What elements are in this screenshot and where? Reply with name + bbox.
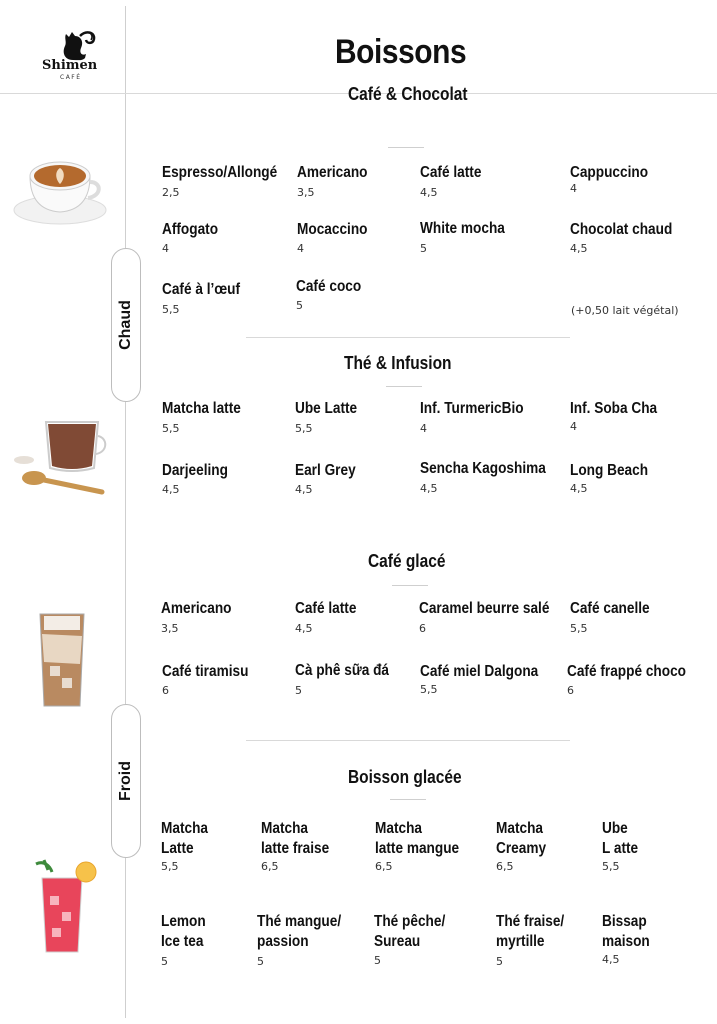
menu-item-name: Americano (297, 164, 368, 181)
menu-item-name: Inf. TurmericBio (420, 400, 524, 417)
menu-item-name: Ube Latte (295, 400, 358, 417)
menu-item-name-line1: Matcha (496, 820, 543, 837)
menu-item-name-line1: Lemon (161, 913, 206, 930)
menu-item-price: 5 (295, 684, 302, 697)
menu-item-price: 5,5 (602, 860, 620, 873)
menu-item-price: 3,5 (161, 622, 179, 635)
tab-chaud-label: Chaud (117, 300, 134, 350)
menu-item-name-line2: latte fraise (261, 840, 330, 857)
sidebar-divider (125, 6, 126, 1018)
menu-item-name-line2: Ice tea (161, 933, 204, 950)
menu-item-price: 4,5 (570, 482, 588, 495)
section-title-cafe-chocolat: Café & Chocolat (348, 84, 468, 104)
menu-item-name-line1: Matcha (161, 820, 208, 837)
menu-item-price: 6,5 (375, 860, 393, 873)
menu-item-price: 4,5 (295, 483, 313, 496)
tab-froid (111, 704, 141, 858)
menu-item-price: 6,5 (261, 860, 279, 873)
menu-item-name-line2: L atte (602, 840, 639, 857)
menu-item-price: 5 (257, 955, 264, 968)
menu-item-name: Affogato (162, 221, 219, 238)
cat-logo-icon (40, 26, 106, 62)
menu-item-price: 4 (570, 420, 577, 433)
menu-item-name: Espresso/Allongé (162, 164, 278, 181)
menu-item-name-line2: maison (602, 933, 650, 950)
section-divider (386, 386, 422, 387)
menu-item-name: Café latte (295, 600, 357, 617)
menu-item-name: Cà phê sữa đá (295, 662, 390, 679)
menu-item-price: 5,5 (162, 422, 180, 435)
menu-item-price: 6,5 (496, 860, 514, 873)
section-divider (390, 799, 426, 800)
menu-item-price: 5,5 (295, 422, 313, 435)
menu-item-name: Sencha Kagoshima (420, 460, 546, 477)
page-title: Boissons (335, 33, 467, 71)
menu-item-name: Long Beach (570, 462, 649, 479)
menu-item-name-line1: Matcha (375, 820, 422, 837)
menu-item-price: 4,5 (295, 622, 313, 635)
menu-item-price: 4 (162, 242, 169, 255)
menu-item-name: Darjeeling (162, 462, 228, 479)
menu-item-price: 6 (419, 622, 426, 635)
menu-item-name: Café canelle (570, 600, 650, 617)
menu-item-name: Café coco (296, 278, 362, 295)
menu-item-name-line1: Thé mangue/ (257, 913, 342, 930)
menu-item-price: 5,5 (161, 860, 179, 873)
menu-item-name-line1: Ube (602, 820, 628, 837)
menu-item-name: Inf. Soba Cha (570, 400, 658, 417)
logo-sub: CAFÉ (60, 74, 82, 81)
section-divider (388, 147, 424, 148)
menu-item-name: Café tiramisu (162, 663, 249, 680)
section-title-the-infusion: Thé & Infusion (344, 353, 452, 373)
menu-item-name-line1: Thé pêche/ (374, 913, 446, 930)
menu-item-name: Earl Grey (295, 462, 356, 479)
menu-item-price: 6 (162, 684, 169, 697)
menu-item-name: Chocolat chaud (570, 221, 673, 238)
menu-item-name: White mocha (420, 220, 505, 237)
section-title-boisson-glacee: Boisson glacée (348, 767, 462, 787)
menu-item-name-line2: latte mangue (375, 840, 460, 857)
menu-item-name-line2: Latte (161, 840, 194, 857)
menu-item-name: Café miel Dalgona (420, 663, 539, 680)
menu-item-price: 5,5 (420, 683, 438, 696)
tea-image (10, 412, 110, 498)
menu-item-name: Café à l’œuf (162, 281, 241, 298)
menu-item-name-line2: Creamy (496, 840, 547, 857)
section-divider (246, 740, 570, 741)
menu-item-price: 4,5 (420, 186, 438, 199)
menu-item-price: 5,5 (570, 622, 588, 635)
menu-item-price: 4,5 (570, 242, 588, 255)
menu-item-name-line2: Sureau (374, 933, 421, 950)
menu-item-name-line1: Bissap (602, 913, 647, 930)
menu-item-name: Mocaccino (297, 221, 368, 238)
plant-milk-note: (+0,50 lait végétal) (571, 304, 679, 317)
section-title-cafe-glace: Café glacé (368, 551, 446, 571)
menu-item-price: 5 (374, 954, 381, 967)
menu-item-name-line1: Matcha (261, 820, 308, 837)
menu-item-name: Americano (161, 600, 232, 617)
menu-item-name: Café frappé choco (567, 663, 687, 680)
menu-item-price: 3,5 (297, 186, 315, 199)
logo (40, 26, 106, 82)
menu-item-name: Cappuccino (570, 164, 649, 181)
menu-item-price: 4 (420, 422, 427, 435)
section-divider (392, 585, 428, 586)
section-divider (246, 337, 570, 338)
cappuccino-image (10, 148, 110, 230)
menu-item-price: 6 (567, 684, 574, 697)
menu-item-price: 5 (296, 299, 303, 312)
menu-item-name: Matcha latte (162, 400, 241, 417)
logo-name: Shimen (42, 58, 98, 73)
menu-item-price: 4 (570, 182, 577, 195)
menu-item-price: 4,5 (420, 482, 438, 495)
iced-coffee-image (32, 604, 92, 714)
tab-froid-label: Froid (117, 761, 134, 801)
menu-item-name-line2: myrtille (496, 933, 545, 950)
menu-item-name: Caramel beurre salé (419, 600, 550, 617)
menu-item-name: Café latte (420, 164, 482, 181)
menu-item-price: 4,5 (162, 483, 180, 496)
menu-item-price: 5 (420, 242, 427, 255)
menu-item-price: 4 (297, 242, 304, 255)
menu-item-price: 5,5 (162, 303, 180, 316)
menu-item-name-line1: Thé fraise/ (496, 913, 565, 930)
menu-item-price: 2,5 (162, 186, 180, 199)
tab-chaud (111, 248, 141, 402)
menu-item-price: 4,5 (602, 953, 620, 966)
menu-item-price: 5 (496, 955, 503, 968)
iced-tea-image (30, 856, 100, 960)
menu-item-price: 5 (161, 955, 168, 968)
menu-item-name-line2: passion (257, 933, 309, 950)
